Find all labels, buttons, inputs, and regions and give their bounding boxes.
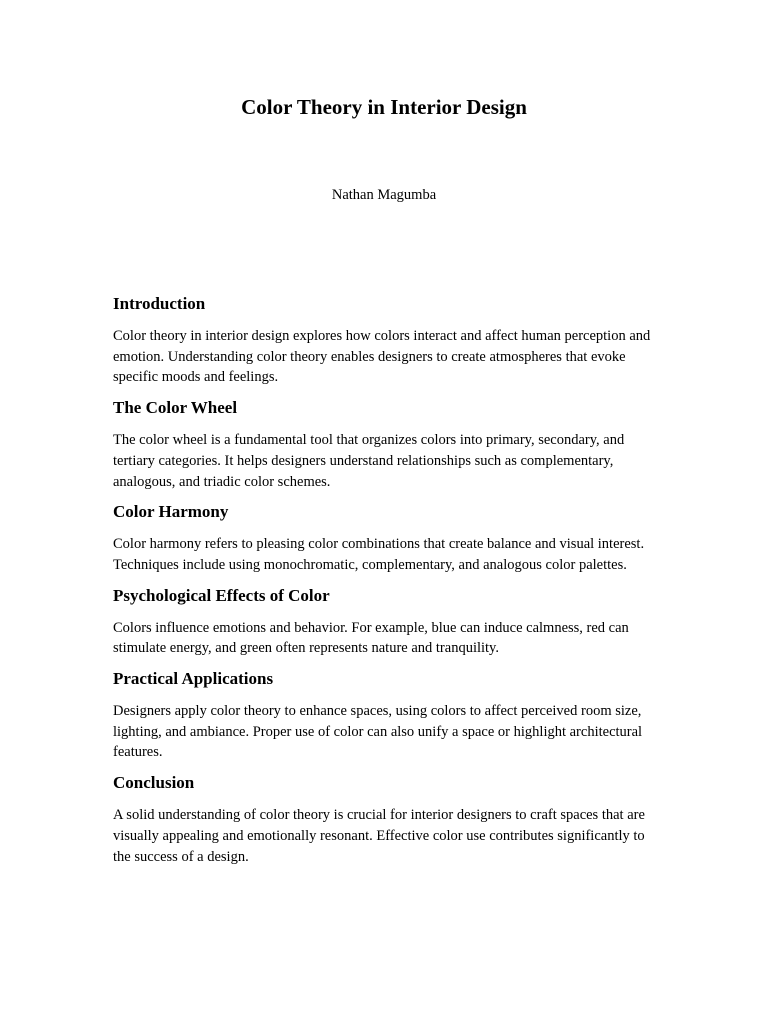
document-body [113,292,658,875]
section-color-wheel [113,396,658,492]
section-conclusion [113,771,658,867]
section-paragraph: Color theory in interior design explores how colors interact and affect human perception and emotion. Understanding color theory enables designers to create atmospheres that evoke specific moods and feelings. [113,328,651,386]
section-paragraph: The color wheel is a fundamental tool that organizes colors into primary, secondary, and tertiary categories. It helps designers understand relationships such as complementary, analogous, and triadic color schemes. [113,432,625,490]
section-heading: Introduction [113,294,206,313]
section-introduction [113,292,658,388]
section-practical-applications [113,667,658,763]
document-title: Color Theory in Interior Design [241,95,527,119]
section-psychological-effects [113,584,658,659]
section-paragraph: Designers apply color theory to enhance spaces, using colors to affect perceived room size, lighting, and ambiance. Proper use of color can also unify a space or highlight architectural features. [113,703,643,761]
section-paragraph: A solid understanding of color theory is crucial for interior designers to craft spaces that are visually appealing and emotionally resonant. Effective color use contributes significantly to the success of a design. [113,807,645,865]
document-author: Nathan Magumba [331,187,437,203]
section-heading: Practical Applications [113,669,274,689]
section-color-harmony [113,500,658,575]
section-heading: Psychological Effects of Color [113,585,330,605]
section-heading: Color Harmony [113,502,229,522]
section-heading: Conclusion [113,773,195,793]
section-paragraph: Color harmony refers to pleasing color combinations that create balance and visual interest. Techniques include using monochromatic, complementary, and analogous color palettes. [113,536,645,573]
section-paragraph: Colors influence emotions and behavior. For example, blue can induce calmness, red can stimulate energy, and green often represents nature and tranquility. [113,619,629,657]
section-heading: The Color Wheel [113,398,238,418]
